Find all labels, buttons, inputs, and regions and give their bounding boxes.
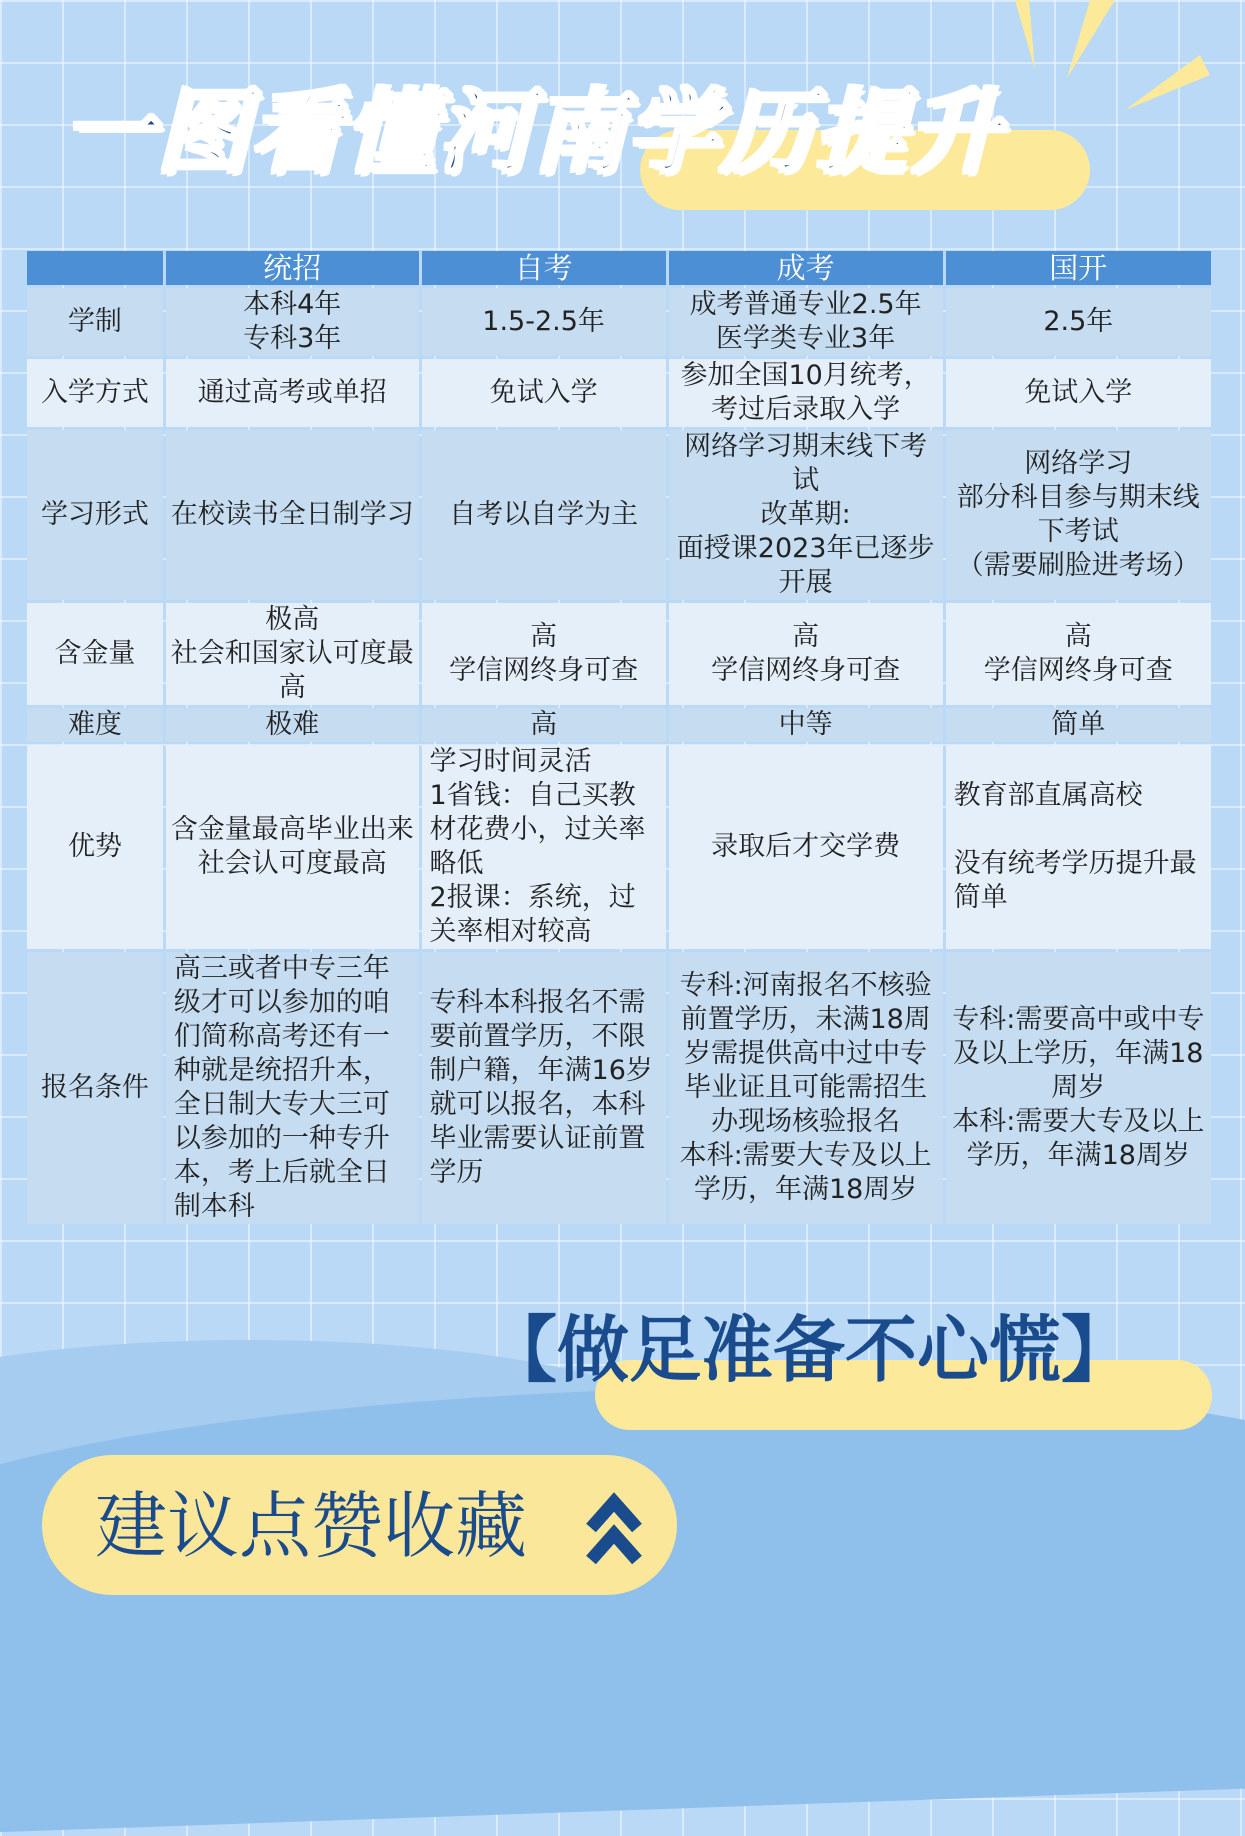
motto-text: 【做足准备不心慌】 bbox=[485, 1308, 1134, 1392]
header-chengkao: 成考 bbox=[669, 251, 943, 285]
table-cell: 高 bbox=[422, 708, 666, 742]
row-label: 入学方式 bbox=[27, 359, 163, 427]
table-cell: 2.5年 bbox=[946, 288, 1211, 356]
table-cell: 高三或者中专三年级才可以参加的咱们简称高考还有一种就是统招升本，全日制大专大三可以参加的一种专升本，考上后就全日制本科 bbox=[166, 952, 419, 1224]
page-title: 一图看懂河南学历提升 bbox=[62, 79, 1003, 186]
row-label: 难度 bbox=[27, 708, 163, 742]
table-cell: 录取后才交学费 bbox=[669, 745, 943, 949]
table-cell: 成考普通专业2.5年 医学类专业3年 bbox=[669, 288, 943, 356]
table-cell: 中等 bbox=[669, 708, 943, 742]
table-cell: 高 学信网终身可查 bbox=[669, 603, 943, 705]
row-label: 学制 bbox=[27, 288, 163, 356]
row-label: 学习形式 bbox=[27, 430, 163, 600]
row-label: 优势 bbox=[27, 745, 163, 949]
table-cell: 简单 bbox=[946, 708, 1211, 742]
row-label: 报名条件 bbox=[27, 952, 163, 1224]
header-tongzhao: 统招 bbox=[166, 251, 419, 285]
table-header-row bbox=[27, 251, 1211, 285]
table-cell: 专科本科报名不需要前置学历，不限制户籍，年满16岁就可以报名，本科毕业需要认证前置学历 bbox=[422, 952, 666, 1224]
table-row bbox=[27, 708, 1211, 742]
table-cell: 高 学信网终身可查 bbox=[946, 603, 1211, 705]
comparison-table bbox=[24, 248, 1214, 1227]
table-cell: 学习时间灵活 1省钱：自己买教材花费小，过关率略低 2报课：系统，过关率相对较高 bbox=[422, 745, 666, 949]
table-cell: 教育部直属高校 没有统考学历提升最简单 bbox=[946, 745, 1211, 949]
table-row bbox=[27, 359, 1211, 427]
table-cell: 在校读书全日制学习 bbox=[166, 430, 419, 600]
table-cell: 自考以自学为主 bbox=[422, 430, 666, 600]
table-cell: 专科:需要高中或中专及以上学历，年满18周岁 本科:需要大专及以上学历，年满18周岁 bbox=[946, 952, 1211, 1224]
table-cell: 本科4年 专科3年 bbox=[166, 288, 419, 356]
table-cell: 参加全国10月统考， 考过后录取入学 bbox=[669, 359, 943, 427]
row-label: 含金量 bbox=[27, 603, 163, 705]
table-cell: 高 学信网终身可查 bbox=[422, 603, 666, 705]
table-cell: 专科:河南报名不核验前置学历，未满18周岁需提供高中过中专毕业证且可能需招生办现场核验报名 本科:需要大专及以上学历，年满18周岁 bbox=[669, 952, 943, 1224]
double-chevron-up-icon bbox=[585, 1490, 643, 1570]
header-empty bbox=[27, 251, 163, 285]
table-cell: 网络学习期末线下考试 改革期: 面授课2023年已逐步开展 bbox=[669, 430, 943, 600]
table-row bbox=[27, 430, 1211, 600]
table-row bbox=[27, 952, 1211, 1224]
header-guokai: 国开 bbox=[946, 251, 1211, 285]
table-cell: 网络学习 部分科目参与期末线下考试 （需要刷脸进考场） bbox=[946, 430, 1211, 600]
table-cell: 通过高考或单招 bbox=[166, 359, 419, 427]
table-row bbox=[27, 288, 1211, 356]
table-cell: 极高 社会和国家认可度最高 bbox=[166, 603, 419, 705]
table-row bbox=[27, 603, 1211, 705]
header-zikao: 自考 bbox=[422, 251, 666, 285]
table-cell: 含金量最高毕业出来社会认可度最高 bbox=[166, 745, 419, 949]
cta-text: 建议点赞收藏 bbox=[95, 1484, 528, 1568]
background-wave bbox=[0, 1364, 1245, 1836]
table-cell: 1.5-2.5年 bbox=[422, 288, 666, 356]
table-row bbox=[27, 745, 1211, 949]
table-cell: 免试入学 bbox=[422, 359, 666, 427]
table-cell: 极难 bbox=[166, 708, 419, 742]
table-cell: 免试入学 bbox=[946, 359, 1211, 427]
